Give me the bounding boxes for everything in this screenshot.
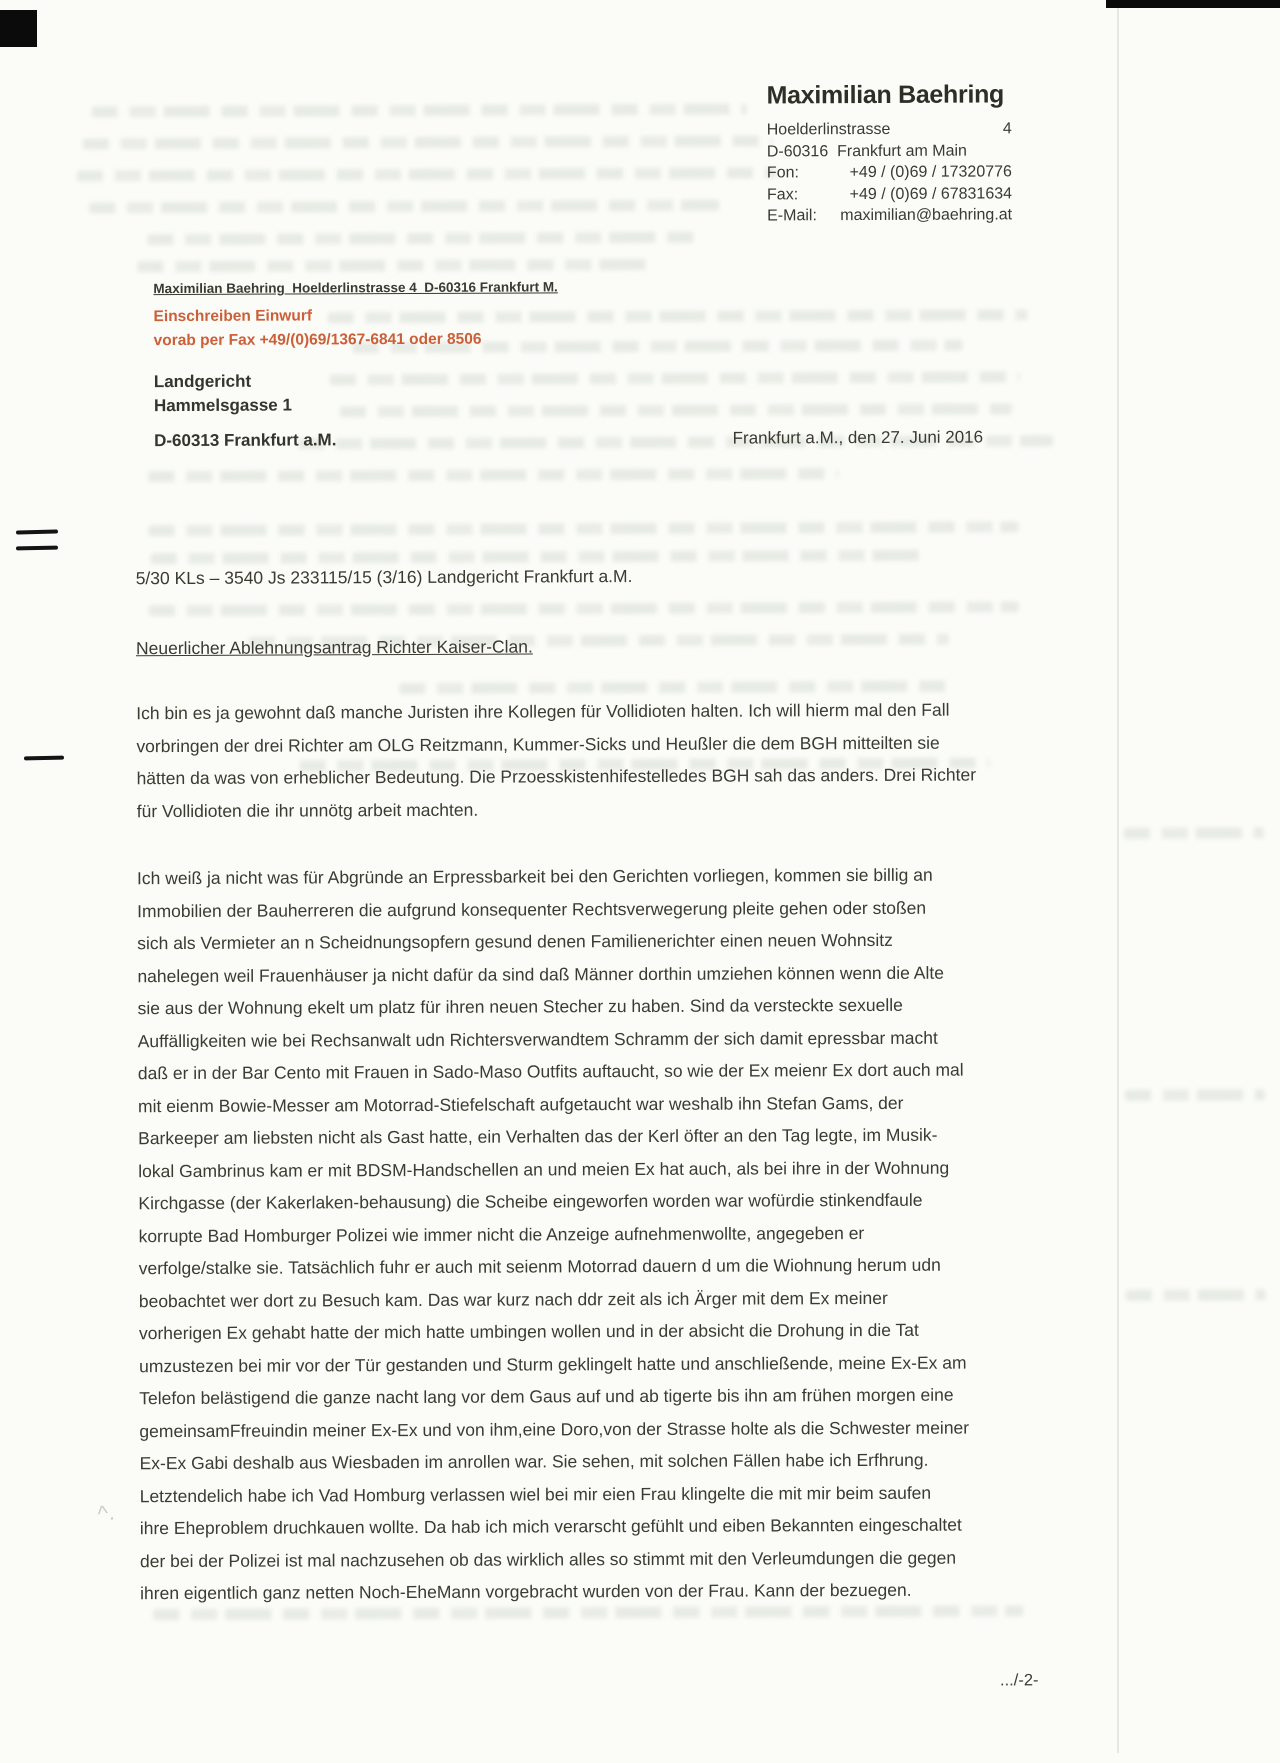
delivery-note-registered-mail: Einschreiben Einwurf: [153, 307, 313, 326]
body-line: vorherigen Ex gehabt hatte der mich hatte umbingen wollen und in der absicht die Drohung in die Tat: [138, 1319, 919, 1344]
email-label: E-Mail:: [767, 207, 817, 225]
bleed-through-artifact: [148, 468, 838, 482]
body-line: ihren eigentlich ganz netten Noch-EheMann vorgebracht wurden von der Frau. Kann der bezuegen.: [140, 1579, 912, 1604]
body-line: nahelegen weil Frauenhäuser ja nicht dafür da sind daß Männer dorthin umziehen können wenn die Alte: [137, 962, 944, 986]
body-line: Ich weiß ja nicht was für Abgründe an Erpressbarkeit bei den Gerichten vorliegen, kommen sie billig an: [136, 864, 933, 889]
body-line: Ex-Ex Gabi deshalb aus Wiesbaden im anrollen war. Sie sehen, mit solchen Fällen habe ich Erfhrung.: [139, 1449, 929, 1474]
delivery-note-fax: vorab per Fax +49/(0)69/1367-6841 oder 8506: [153, 330, 482, 349]
city-date-row: [154, 427, 983, 451]
bleed-through-artifact: [330, 371, 1020, 385]
letterhead: [767, 80, 1013, 227]
body-line: beobachtet wer dort zu Besuch kam. Das war kurz nach ddr zeit als ich Ärger mit dem Ex meiner: [138, 1287, 888, 1311]
recipient-address: [154, 370, 292, 418]
subject-line: Neuerlicher Ablehnungsantrag Richter Kaiser-Clan.: [135, 636, 533, 659]
dateline: Frankfurt a.M., den 27. Juni 2016: [732, 427, 984, 448]
recipient-name: Landgericht: [153, 371, 252, 392]
bleed-through-artifact: [1124, 827, 1264, 839]
phone-label: Fon:: [766, 164, 799, 182]
bleed-through-artifact: [147, 232, 702, 245]
return-address-line: Maximilian Baehring Hoelderlinstrasse 4 D-60316 Frankfurt M.: [153, 279, 558, 297]
body-line: korrupte Bad Homburger Polizei wie immer nicht die Anzeige aufnehmenwollte, angegeben er: [138, 1222, 865, 1246]
body-line: hätten da was von erheblicher Bedeutung. Die Przoesskistenhifestelledes BGH sah das anders. Drei Richter: [136, 764, 977, 789]
phone-number: +49 / (0)69 / 17320776: [849, 163, 1012, 182]
fax-label: Fax:: [766, 185, 799, 203]
bleed-through-artifact: [340, 403, 1012, 417]
bleed-through-artifact: [83, 135, 773, 149]
scan-artifact-top-right-bar: [1106, 0, 1280, 8]
scan-artifact-top-left: [0, 10, 37, 47]
body-line: umzustezen bei mir vor der Tür gestanden und Sturm geklingelt hatte und anschließende, meine Ex-Ex am: [139, 1352, 967, 1376]
body-line: Kirchgasse (der Kakerlaken-behausung) die Scheibe eingeworfen worden war wofürdie stinkendfaule: [138, 1189, 923, 1214]
body-line: sich als Vermieter an n Scheidnungsopfern gesund denen Familienerichter einen neuen Wohnsitz: [137, 929, 893, 954]
body-line: gemeinsamFfreuindin meiner Ex-Ex und von ihm,eine Doro,von der Strasse holte als die Schwester meiner: [139, 1417, 970, 1441]
bleed-through-artifact: [89, 200, 719, 214]
body-line: Auffälligkeiten wie bei Rechsanwalt udn Richtersverwandtem Schramm der sich damit epressbar macht: [137, 1027, 938, 1051]
bleed-through-artifact: [148, 521, 1018, 536]
body-line: verfolge/stalke sie. Tatsächlich fuhr er auch mit seienm Motorrad dauern d um die Wiohnung herum udn: [138, 1254, 941, 1279]
bleed-through-artifact: [1125, 1089, 1265, 1101]
bleed-through-artifact: [149, 601, 1019, 616]
body-line: Ich bin es ja gewohnt daß manche Juristen ihre Kollegen für Vollidioten halten. Ich will hierm mal den Fall: [136, 699, 950, 724]
email-address: maximilian@baehring.at: [840, 206, 1013, 225]
fax-number: +49 / (0)69 / 67831634: [849, 184, 1013, 203]
bleed-through-artifact: [77, 167, 777, 181]
body-line: mit eienm Bowie-Messer am Motorrad-Stiefelschaft aufgetaucht war weshalb ihn Stefan Gams, der: [137, 1092, 904, 1116]
body-line: daß er in der Bar Cento mit Frauen in Sado-Maso Outfits auftaucht, so wie der Ex meienr Ex dort auch mal: [137, 1059, 964, 1084]
bleed-through-artifact: [1126, 1289, 1266, 1301]
sender-name: Maximilian Baehring: [766, 80, 1005, 110]
body-line: sie aus der Wohnung ekelt um platz für ihren neuen Stecher zu haben. Sind da versteckte sexuelle: [137, 994, 903, 1019]
sender-street: Hoelderlinstrasse: [766, 120, 891, 139]
case-reference-line: 5/30 KLs – 3540 Js 233115/15 (3/16) Landgericht Frankfurt a.M.: [135, 566, 633, 589]
body-line: vorbringen der drei Richter am OLG Reitzmann, Kummer-Sicks und Heußler die dem BGH mitteilten sie: [136, 732, 940, 756]
body-line: Barkeeper am liebsten nicht als Gast hatte, ein Verhalten das der Kerl öfter an den Tag legte, im Musik-: [138, 1124, 938, 1149]
body-line: Telefon belästigend die ganze nacht lang vor dem Gaus auf und ab tigerte bis ihn am frühen morgen eine: [139, 1384, 954, 1409]
bleed-through-artifact: [92, 104, 747, 118]
body-line: lokal Gambrinus kam er mit BDSM-Handschellen an und meien Ex hat auch, als bei ihre in der Wohnung: [138, 1157, 950, 1181]
scan-artifact-margin-dash: [24, 756, 64, 761]
body-paragraph-1: [136, 693, 1037, 827]
bleed-through-artifact: [137, 259, 647, 272]
page-continuation-indicator: .../-2-: [999, 1671, 1039, 1690]
sender-city: D-60316 Frankfurt am Main: [766, 142, 967, 160]
body-paragraph-2: [137, 858, 1040, 1609]
bleed-through-artifact: [151, 550, 921, 564]
bleed-through-artifact: [399, 681, 954, 694]
pencil-mark-artifact: ^.: [95, 1499, 116, 1527]
sender-house-number: 4: [1002, 120, 1012, 138]
body-line: Letztendelich habe ich Vad Homburg verlassen wiel bei mir eien Frau klingelte die mit mir beim saufen: [139, 1482, 932, 1506]
scan-artifact-page-edge: [1117, 8, 1119, 1753]
delivery-notes: [153, 304, 481, 352]
body-line: Immobilien der Bauherreren die aufgrund konsequenter Rechtsverwegerung pleite gehen oder stoßen: [137, 897, 927, 921]
recipient-city: D-60313 Frankfurt a.M.: [154, 430, 337, 451]
recipient-street: Hammelsgasse 1: [153, 395, 292, 415]
body-line: der bei der Polizei ist mal nachzusehen ob das wirklich alles so stimmt mit den Verleumdungen die gegen: [139, 1547, 957, 1571]
body-line: ihre Eheproblem druchkauen wollte. Da hab ich mich verarscht gefühlt und eiben Bekannten eingeschaltet: [139, 1514, 962, 1539]
body-line: für Vollidioten die ihr unnötg arbeit machten.: [136, 799, 479, 821]
scan-artifact-margin-dash: [16, 546, 58, 551]
